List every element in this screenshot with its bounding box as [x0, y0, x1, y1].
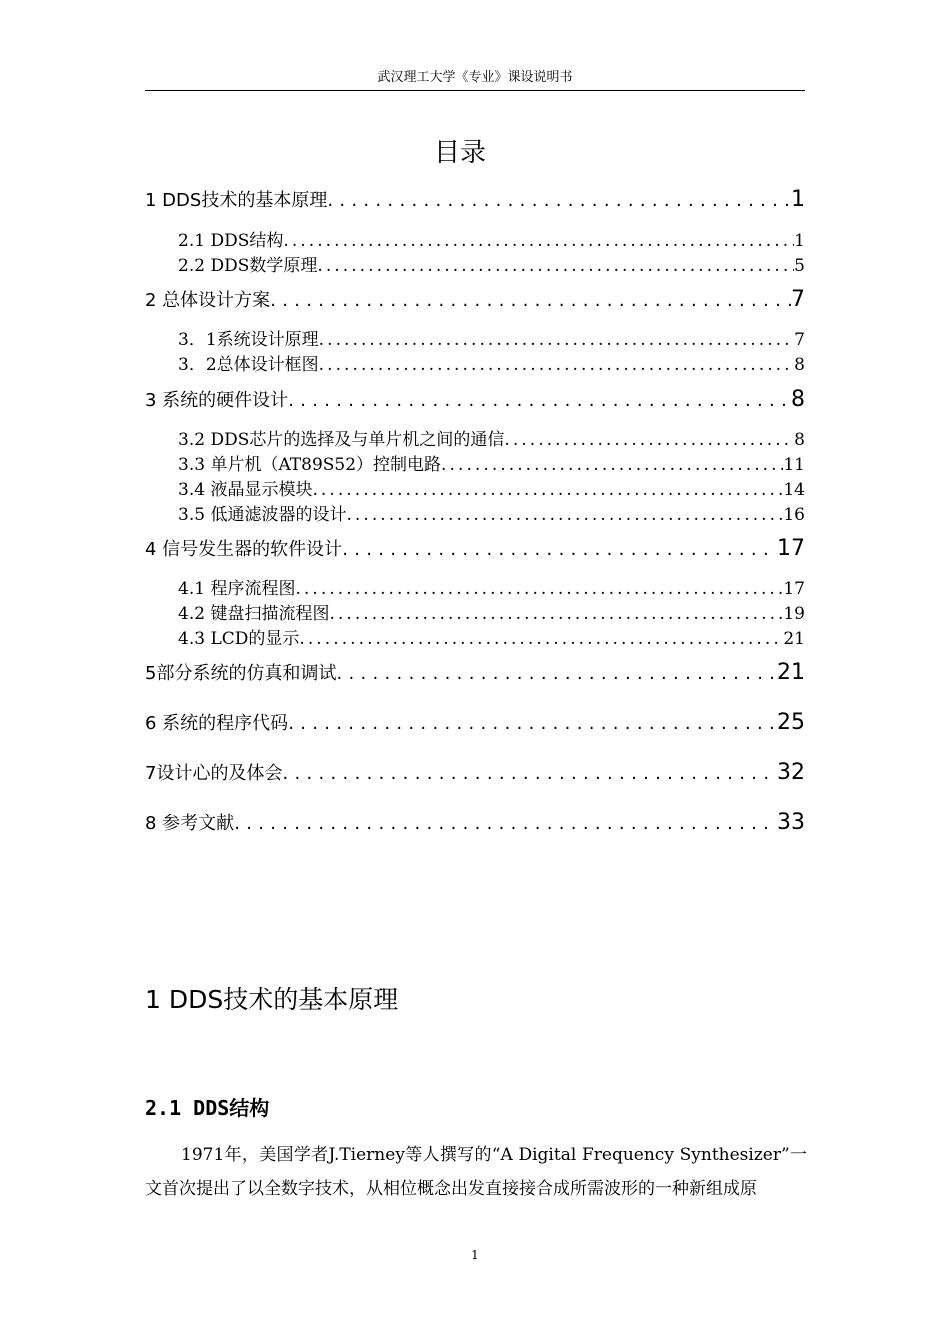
toc-leader-dots [312, 480, 783, 497]
toc-entry-3-1[interactable] [178, 325, 805, 347]
toc-entry-page: 14 [783, 480, 805, 497]
toc-entry-page: 5 [794, 256, 805, 273]
toc-entry-page: 33 [777, 810, 805, 835]
toc-entry-label: 6 系统的程序代码 [145, 713, 289, 734]
toc-entry-page: 16 [783, 505, 805, 522]
toc-leader-dots [346, 505, 783, 522]
toc-leader-dots [336, 663, 777, 684]
toc-title: 目录 [433, 138, 486, 168]
running-header: 武汉理工大学《专业》课设说明书 [377, 70, 573, 85]
toc-entry-label: 3.4 液晶显示模块 [178, 480, 313, 497]
toc-entry-4-3[interactable] [178, 624, 805, 646]
toc-entry-page: 17 [777, 536, 805, 561]
toc-entry-page: 7 [791, 287, 805, 312]
toc-entry-label: 2.1 DDS结构 [178, 231, 284, 248]
toc-entry-label: 2.2 DDS数学原理 [178, 256, 318, 273]
toc-leader-dots [342, 539, 777, 560]
toc-entry-7[interactable] [145, 759, 805, 789]
page-number: 1 [471, 1248, 479, 1262]
toc-entry-label: 3．2总体设计框图 [178, 355, 319, 372]
toc-entry-label: 4.2 键盘扫描流程图 [178, 604, 330, 621]
toc-entry-1[interactable] [145, 186, 805, 216]
toc-leader-dots [234, 813, 777, 834]
toc-entry-3[interactable] [145, 386, 805, 416]
toc-entry-page: 21 [783, 629, 805, 646]
toc-leader-dots [327, 190, 791, 211]
toc-leader-dots [329, 604, 783, 621]
toc-leader-dots [317, 256, 794, 273]
toc-entry-label: 3.3 单片机（AT89S52）控制电路 [178, 455, 442, 472]
toc-entry-2[interactable] [145, 286, 805, 316]
toc-entry-4-1[interactable] [178, 574, 805, 596]
toc-entry-label: 3 系统的硬件设计 [145, 390, 289, 411]
toc-entry-2-2[interactable] [178, 251, 805, 273]
toc-entry-page: 1 [794, 231, 805, 248]
toc-entry-label: 8 参考文献 [145, 813, 235, 834]
toc-leader-dots [299, 629, 783, 646]
toc-entry-3-2[interactable] [178, 425, 805, 447]
toc-entry-page: 11 [783, 455, 805, 472]
toc-leader-dots [288, 390, 791, 411]
toc-leader-dots [270, 290, 791, 311]
toc-entry-4-2[interactable] [178, 599, 805, 621]
toc-entry-3-4[interactable] [178, 475, 805, 497]
toc-entry-page: 32 [777, 760, 805, 785]
toc-entry-label: 7设计心的及体会 [145, 763, 283, 784]
toc-entry-8[interactable] [145, 809, 805, 839]
toc-entry-label: 3．1系统设计原理 [178, 330, 319, 347]
toc-entry-label: 4.1 程序流程图 [178, 579, 296, 596]
toc-entry-page: 7 [794, 330, 805, 347]
toc-entry-label: 5部分系统的仿真和调试 [145, 663, 337, 684]
toc-entry-page: 8 [794, 355, 805, 372]
toc-entry-4[interactable] [145, 535, 805, 565]
toc-entry-page: 19 [783, 604, 805, 621]
subsection-heading-2-1: 2.1 DDS结构 [145, 1096, 270, 1120]
toc-leader-dots [319, 355, 795, 372]
toc-leader-dots [504, 430, 794, 447]
toc-entry-page: 1 [791, 187, 805, 212]
toc-entry-label: 3.5 低通滤波器的设计 [178, 505, 347, 522]
toc-entry-2-1[interactable] [178, 226, 805, 248]
toc-entry-6[interactable] [145, 709, 805, 739]
toc-entry-label: 4.3 LCD的显示 [178, 629, 300, 646]
toc-entry-label: 1 DDS技术的基本原理 [145, 190, 328, 211]
toc-entry-page: 8 [791, 387, 805, 412]
toc-entry-label: 4 信号发生器的软件设计 [145, 539, 343, 560]
body-paragraph: 1971年，美国学者J.Tierney等人撰写的“A Digital Frequency Synthesizer”一文首次提出了以全数字技术，从相位概念出发直接接合成所需波形的一种新组成原 [145, 1145, 807, 1199]
toc-entry-label: 3.2 DDS芯片的选择及与单片机之间的通信 [178, 430, 505, 447]
toc-entry-page: 21 [777, 660, 805, 685]
toc-entry-page: 8 [794, 430, 805, 447]
toc-leader-dots [441, 455, 783, 472]
toc-entry-page: 25 [777, 710, 805, 735]
header-rule [145, 90, 805, 91]
toc-entry-page: 17 [783, 579, 805, 596]
toc-leader-dots [288, 713, 777, 734]
toc-leader-dots [283, 231, 794, 248]
section-heading-1: 1 DDS技术的基本原理 [145, 985, 399, 1014]
toc-leader-dots [319, 330, 795, 347]
toc-entry-3-2a[interactable] [178, 350, 805, 372]
toc-entry-3-3[interactable] [178, 450, 805, 472]
toc-entry-5[interactable] [145, 659, 805, 689]
toc-leader-dots [295, 579, 783, 596]
toc-entry-3-5[interactable] [178, 500, 805, 522]
toc-leader-dots [282, 763, 777, 784]
toc-entry-label: 2 总体设计方案 [145, 290, 271, 311]
